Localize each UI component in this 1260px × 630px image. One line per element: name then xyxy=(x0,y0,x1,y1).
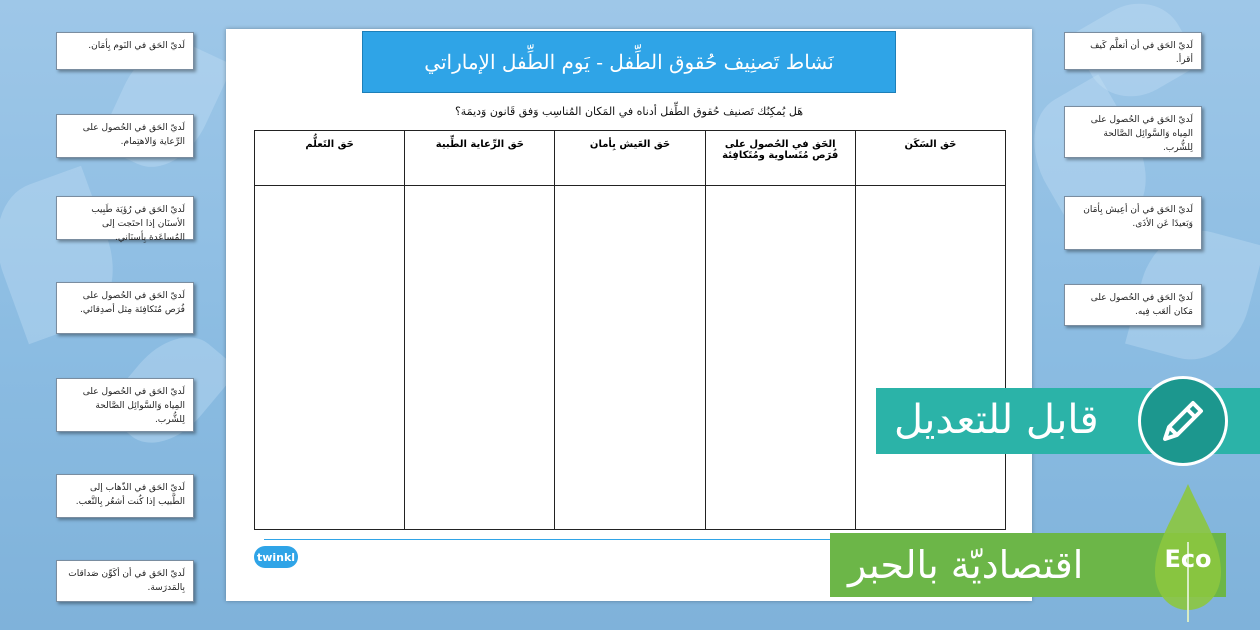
twinkl-logo: twinkl xyxy=(254,546,298,568)
instruction-question: هَل يُمكِنُك تَصنيف حُقوق الطِّفل أدناه في المَكان المُناسِب وَفق قَانون وَديمَة؟ xyxy=(454,105,804,118)
column-header-medical-care: حَق الرِّعاية الطِّبية xyxy=(405,131,555,186)
eco-ink-label: اقتصاديّة بالحبر xyxy=(848,543,1084,587)
sorting-table xyxy=(254,130,1006,530)
right-card-right-3[interactable]: لَديّ الحَق في أن أعِيش بِأمَان وَبَعيدًا عَن الأذَى. xyxy=(1064,196,1202,250)
right-card-left-2[interactable]: لَديّ الحَق في الحُصول على الرِّعاية وَالاهتِمام. xyxy=(56,114,194,158)
right-card-right-4[interactable]: لَديّ الحَق في الحُصول على مَكان ألعَب فِيه. xyxy=(1064,284,1202,326)
right-card-left-6[interactable]: لَديّ الحَق في الذّهاب إلى الطَّبيب إذا كُنت أشعُر بِالتَّعب. xyxy=(56,474,194,518)
page-title: نَشاط تَصنِيف حُقوق الطِّفل - يَوم الطِّفل الإماراتي xyxy=(362,31,896,93)
right-card-left-4[interactable]: لَديّ الحَق في الحُصول على فُرَص مُتَكافِئة مِثل أصدِقائي. xyxy=(56,282,194,334)
column-header-safety: حَق العَيش بِأمان xyxy=(555,131,705,186)
drop-zone-medical-care[interactable] xyxy=(405,186,555,530)
eco-badge: Eco xyxy=(1164,545,1212,573)
editable-label: قابل للتعديل xyxy=(894,397,1099,443)
right-card-left-5[interactable]: لَديّ الحَق في الحُصول على المِياه وَالسَّوائِل الصَّالحة لِلشُّرب. xyxy=(56,378,194,432)
column-header-learning: حَق التَعلُّم xyxy=(255,131,405,186)
drop-zone-equal-opportunity[interactable] xyxy=(705,186,855,530)
editable-banner xyxy=(876,388,1260,454)
column-header-equal-opportunity: الحَق في الحُصول على فُرَص مُتَساوية ومُتَكافِئة xyxy=(705,131,855,186)
right-card-right-1[interactable]: لَديّ الحَق في أن أتعلَّم كَيف أقرأ. xyxy=(1064,32,1202,70)
column-header-housing: حَق السَكَن xyxy=(855,131,1005,186)
right-card-left-1[interactable]: لَديّ الحَق في النَوم بِأمَان. xyxy=(56,32,194,70)
pencil-icon xyxy=(1138,376,1228,466)
right-card-left-3[interactable]: لَديّ الحَق في رُؤيَة طَبِيب الأسنَان إذا احتَجت إلى المُساعَدة بِأسنَاني. xyxy=(56,196,194,240)
worksheet xyxy=(226,29,1032,601)
drop-zone-learning[interactable] xyxy=(255,186,405,530)
right-card-left-7[interactable]: لَديّ الحَق في أن أكَوِّن صَداقات بِالمَدرَسة. xyxy=(56,560,194,602)
drop-zone-housing[interactable] xyxy=(855,186,1005,530)
drop-zone-safety[interactable] xyxy=(555,186,705,530)
right-card-right-2[interactable]: لَديّ الحَق في الحُصول على المِياه وَالسَّوائِل الصَّالحة لِلشُّرب. xyxy=(1064,106,1202,158)
